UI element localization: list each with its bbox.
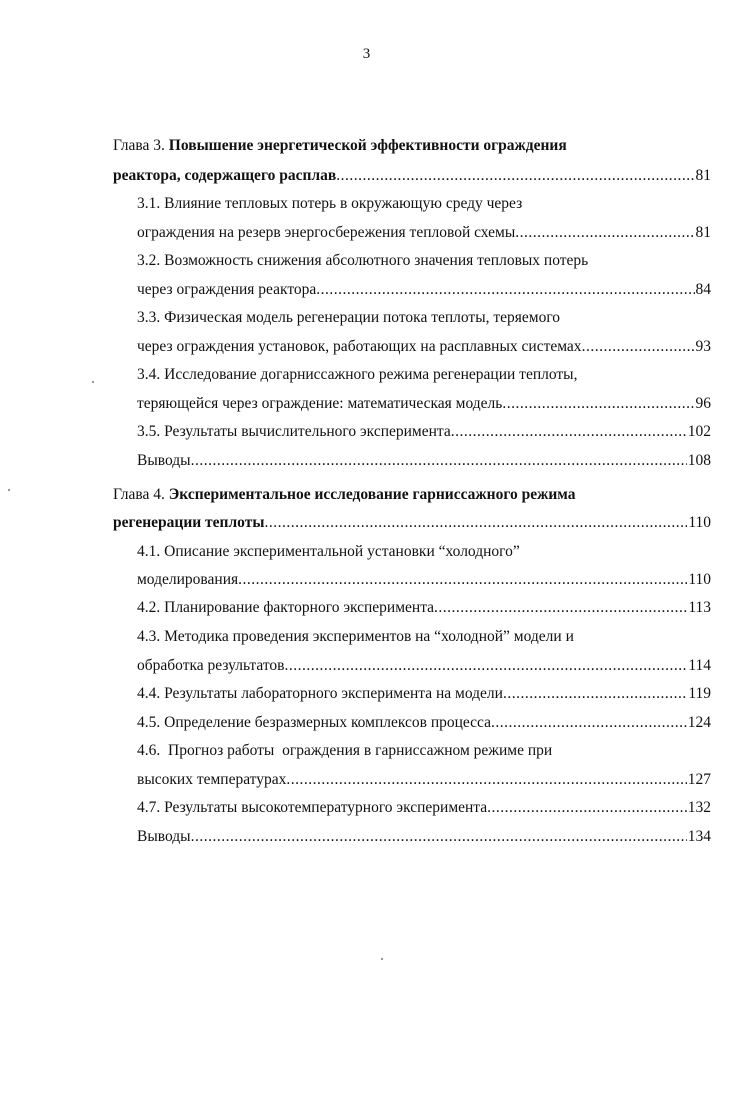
chapter3-heading-line1 bbox=[113, 136, 567, 156]
dot-leader bbox=[264, 513, 687, 533]
chapter4-title-line2: регенерации теплоты bbox=[113, 514, 265, 531]
toc-entry-page: 113 bbox=[688, 599, 711, 616]
dot-leader bbox=[503, 684, 687, 704]
dot-leader bbox=[238, 570, 687, 590]
scan-speck bbox=[92, 381, 94, 383]
toc-entry-page: 119 bbox=[688, 685, 711, 702]
page-number: 3 bbox=[362, 46, 371, 62]
chapter3-title-line1: Повышение энергетической эффективности ограждения bbox=[168, 137, 567, 154]
toc-entry-page: 84 bbox=[695, 281, 711, 298]
toc-entry-page: 108 bbox=[687, 452, 711, 469]
toc-entry-chapter3-conclusions bbox=[137, 451, 711, 471]
toc-entry-3-1-line1: 3.1. Влияние тепловых потерь в окружающую среду через bbox=[137, 195, 523, 212]
toc-entry-text: ограждения на резерв энергосбережения тепловой схемы bbox=[137, 224, 516, 241]
toc-entry-3-3-line1: 3.3. Физическая модель регенерации потока теплоты, теряемого bbox=[137, 309, 561, 326]
toc-entry-3-4-line1: 3.4. Исследование догарниссажного режима регенерации теплоты, bbox=[137, 366, 578, 383]
toc-entry-4-3-line1: 4.3. Методика проведения экспериментов на “холодной” модели и bbox=[137, 628, 574, 645]
toc-entry-text: 3.5. Результаты вычислительного эксперимента bbox=[137, 423, 451, 440]
toc-entry-page: 102 bbox=[687, 423, 711, 440]
toc-entry-4-3 bbox=[137, 656, 711, 676]
toc-entry-text: теряющейся через ограждение: математическая модель bbox=[137, 395, 503, 412]
toc-entry-3-5 bbox=[137, 422, 711, 442]
toc-entry-chapter4-conclusions bbox=[137, 827, 711, 847]
chapter4-heading-line2 bbox=[113, 513, 711, 533]
chapter3-heading-line2 bbox=[113, 166, 711, 186]
toc-entry-4-1-line1: 4.1. Описание экспериментальной установки “холодного” bbox=[137, 543, 520, 560]
dot-leader bbox=[286, 770, 686, 790]
dot-leader bbox=[502, 394, 694, 414]
toc-entry-4-7 bbox=[137, 798, 711, 818]
chapter4-page: 110 bbox=[688, 514, 711, 531]
toc-entry-page: 96 bbox=[695, 395, 711, 412]
toc-entry-page: 114 bbox=[688, 657, 711, 674]
toc-entry-page: 134 bbox=[687, 828, 711, 845]
toc-entry-3-1 bbox=[137, 223, 711, 243]
toc-entry-text: моделирования bbox=[137, 571, 239, 588]
dot-leader bbox=[191, 827, 687, 847]
toc-entry-3-4 bbox=[137, 394, 711, 414]
chapter4-title-line1: Экспериментальное исследование гарниссажного режима bbox=[168, 486, 576, 503]
toc-entry-text: через ограждения реактора bbox=[137, 281, 317, 298]
dot-leader bbox=[491, 713, 687, 733]
toc-entry-4-5 bbox=[137, 713, 711, 733]
toc-entry-4-2 bbox=[137, 598, 711, 618]
toc-entry-3-2 bbox=[137, 280, 711, 300]
dot-leader bbox=[487, 798, 687, 818]
dot-leader bbox=[285, 656, 688, 676]
toc-entry-page: 132 bbox=[687, 799, 711, 816]
toc-entry-text: 4.2. Планирование факторного эксперимента bbox=[137, 599, 435, 616]
toc-entry-4-1 bbox=[137, 570, 711, 590]
dot-leader bbox=[515, 223, 694, 243]
toc-entry-text: Выводы bbox=[137, 828, 191, 845]
dot-leader bbox=[451, 422, 687, 442]
dot-leader bbox=[336, 166, 694, 186]
toc-entry-3-3 bbox=[137, 337, 711, 357]
toc-entry-4-4 bbox=[137, 684, 711, 704]
toc-entry-text: обработка результатов bbox=[137, 657, 285, 674]
dot-leader bbox=[434, 598, 687, 618]
toc-entry-text: через ограждения установок, работающих на расплавных системах bbox=[137, 338, 582, 355]
toc-entry-3-2-line1: 3.2. Возможность снижения абсолютного значения тепловых потерь bbox=[137, 252, 589, 269]
toc-entry-text: 4.5. Определение безразмерных комплексов процесса bbox=[137, 714, 492, 731]
chapter4-prefix: Глава 4. bbox=[113, 486, 165, 503]
toc-entry-4-6 bbox=[137, 770, 711, 790]
toc-entry-page: 110 bbox=[688, 571, 711, 588]
dot-leader bbox=[316, 280, 694, 300]
toc-entry-4-6-line1: 4.6. Прогноз работы ограждения в гарниссажном режиме при bbox=[137, 742, 553, 759]
dot-leader bbox=[582, 337, 695, 357]
toc-entry-page: 127 bbox=[687, 771, 711, 788]
dot-leader bbox=[191, 451, 687, 471]
toc-entry-text: Выводы bbox=[137, 452, 191, 469]
chapter4-heading-line1 bbox=[113, 485, 576, 505]
chapter3-title-line2: реактора, содержащего расплав bbox=[113, 167, 337, 184]
toc-entry-page: 124 bbox=[687, 714, 711, 731]
scan-speck bbox=[8, 489, 10, 491]
chapter3-page: 81 bbox=[695, 167, 711, 184]
toc-entry-text: высоких температурах bbox=[137, 771, 287, 788]
scan-speck bbox=[381, 958, 383, 960]
chapter3-prefix: Глава 3. bbox=[113, 137, 165, 154]
toc-entry-page: 93 bbox=[695, 338, 711, 355]
toc-entry-text: 4.4. Результаты лабораторного эксперимента на модели bbox=[137, 685, 503, 702]
toc-entry-text: 4.7. Результаты высокотемпературного эксперимента bbox=[137, 799, 488, 816]
toc-entry-page: 81 bbox=[695, 224, 711, 241]
